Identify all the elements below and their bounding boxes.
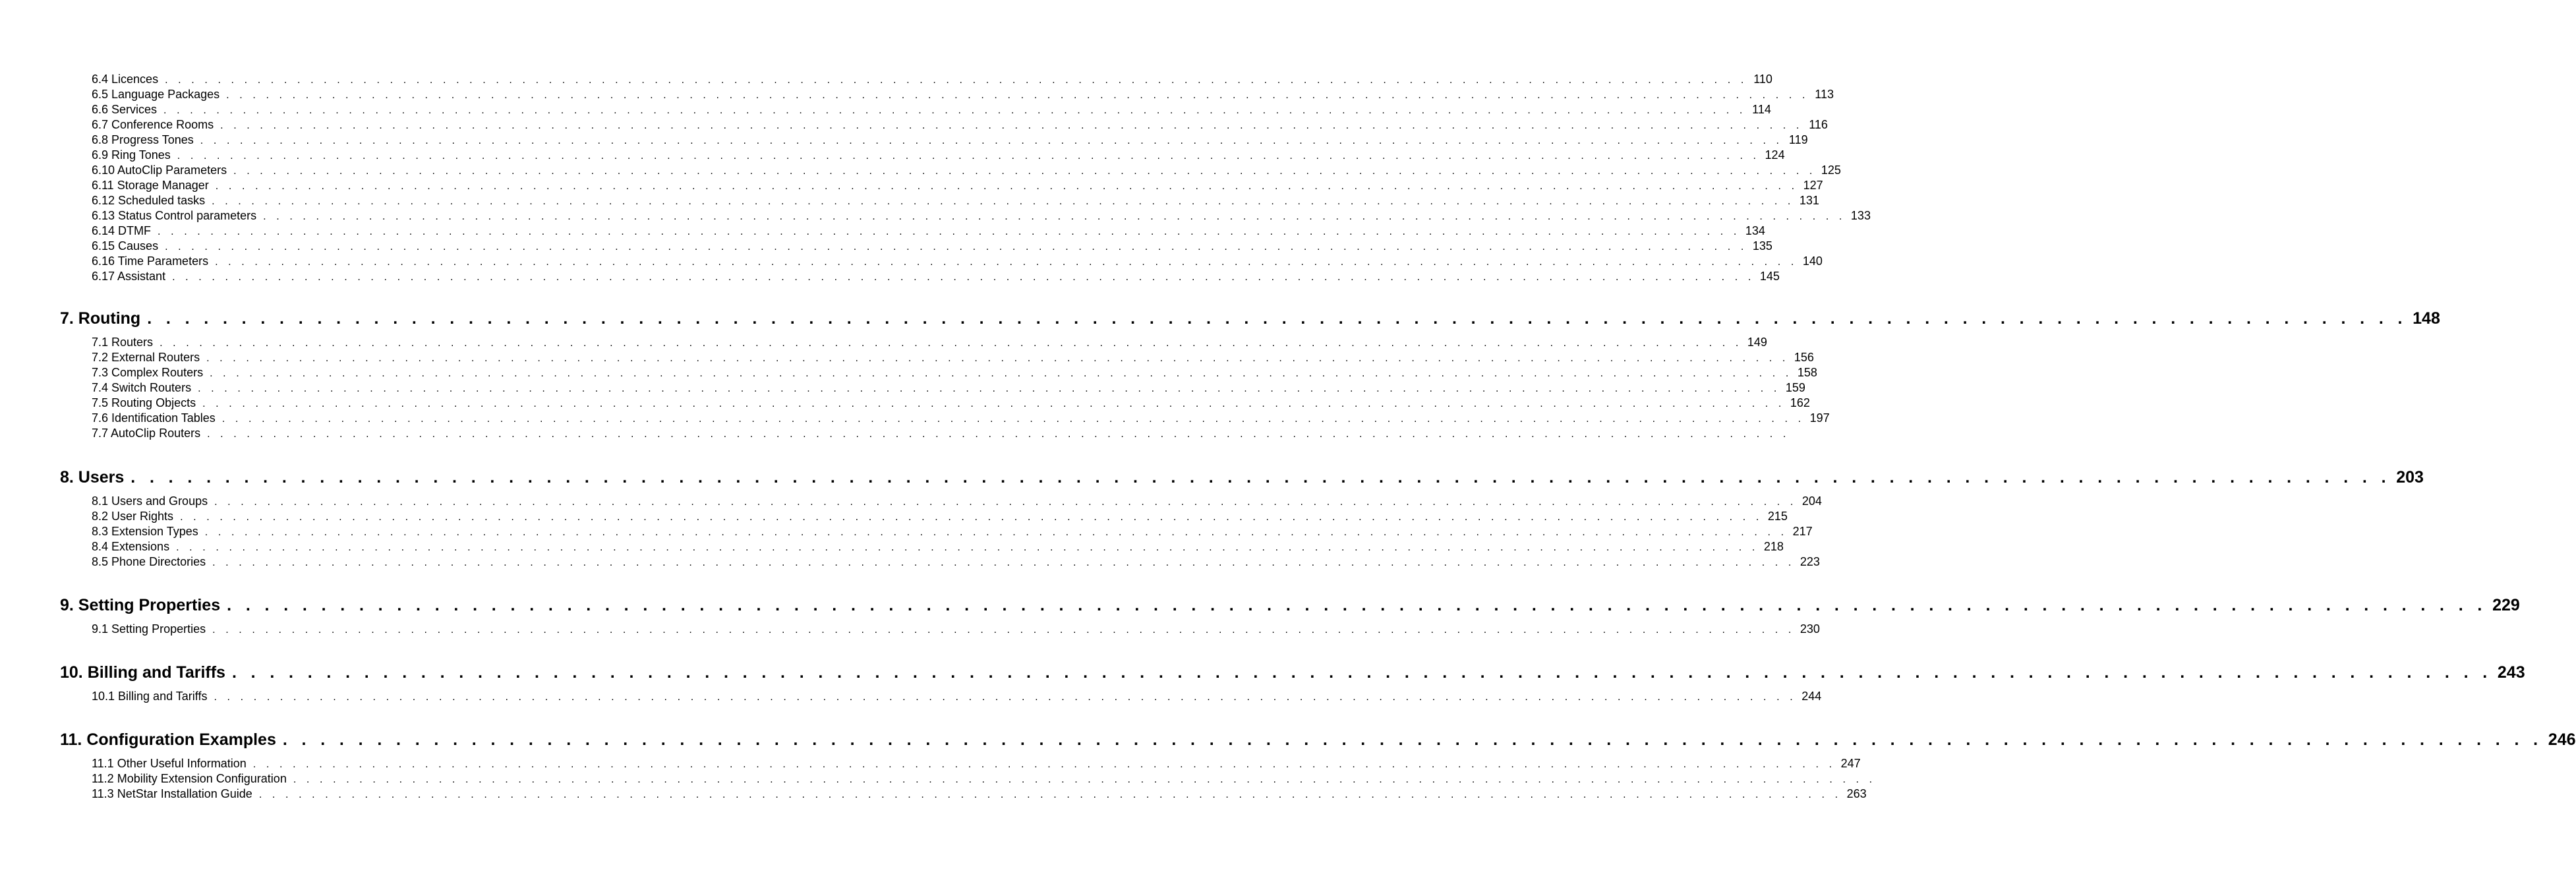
section-title: 6.6 Services (92, 103, 158, 116)
section-page-number: 119 (1788, 133, 1808, 146)
toc-chapter-entry[interactable] (60, 595, 2520, 615)
toc-section-entry[interactable] (92, 380, 1805, 396)
section-page-number: 110 (1753, 73, 1772, 86)
section-page-number: 131 (1799, 194, 1819, 207)
toc-section-entry[interactable] (92, 87, 1834, 102)
dot-leader: . . . . . . . . . . . . . . . . . . . . . . . . . . . . . . . . . . . . . . . . . . . . . . . . . . . . . . . . . . . . . . . . . . . . . . . . . . . . . . . . . . . . . . . . . . . . . . . . . . . . . . . . . . . . . . . . . . . . . . . . (293, 774, 1876, 785)
dot-leader: . . . . . . . . . . . . . . . . . . . . . . . . . . . . . . . . . . . . . . . . . . . . . . . . . . . . . . . . . . . . . . . . . . . . . . . . . . . . . . . . . . . . . . . . . . . . . . . . . . . . . . . . . . . . . . . . . . . . . . . . (258, 789, 1842, 800)
toc-section-entry[interactable] (92, 148, 1785, 163)
toc-section-entry[interactable] (92, 426, 1790, 441)
toc-section-entry[interactable] (92, 524, 1813, 539)
dot-leader: . . . . . . . . . . . . . . . . . . . . . . . . . . . . . . . . . . . . . . . . . . . . . . . . . . . . . . . . . . . . . . . . . . . . . . . . . . . . . . . . . . . . . . . . . . . . . . . . . . . . . . . . . . . . . . . . . . . . . . . . (212, 196, 1794, 207)
toc-section-entry[interactable] (92, 269, 1780, 284)
section-title: 6.9 Ring Tones (92, 148, 171, 162)
dot-leader: . . . . . . . . . . . . . . . . . . . . . . . . . . . . . . . . . . . . . . . . . . . . . . . . . . . . . . . . . . . . . . . . . . . . . . . . . . . . . . . . . . . . . . . . . . . . . . . . . . . . . . . . . . . . . . . . . . . . . . . . (165, 74, 1747, 86)
dot-leader: . . . . . . . . . . . . . . . . . . . . . . . . . . . . . . . . . . . . . . . . . . . . . . . . . . . . . . . . . . . . . . . . . . . . . . . . . . . . . . . . . . . . . . . . . . . . . . . . . . . . . . . . . . . . . . . . . . . . . . . . (160, 338, 1742, 349)
section-page-number: 204 (1801, 494, 1822, 508)
section-page-number: 134 (1745, 224, 1765, 237)
dot-leader: . . . . . . . . . . . . . . . . . . . . . . . . . . . . . . . . . . . . . . . . . . . . . . . . . . . . . . . . . . . . . . . . . . . . . . . . . . . . . . . . . . . . . . . . . . . . . . . . . . . . . . . . . . . . . . . . . . . . . . . . (165, 241, 1747, 252)
section-title: 6.12 Scheduled tasks (92, 194, 206, 207)
section-title: 6.5 Language Packages (92, 88, 220, 101)
toc-section-entry[interactable] (92, 756, 1861, 771)
section-title: 6.14 DTMF (92, 224, 152, 237)
section-page-number: 247 (1840, 757, 1861, 770)
dot-leader: . . . . . . . . . . . . . . . . . . . . . . . . . . . . . . . . . . . . . . . . . . . . . . . . . . . . . . . . . . . . . . . . . . . . . . . . . . . . . . . . . . . . . . . . . . . . . . . . . . . . . . . . . . . . . . . . . . . . . . . . (214, 692, 1797, 703)
dot-leader: . . . . . . . . . . . . . . . . . . . . . . . . . . . . . . . . . . . . . . . . . . . . . . . . . . . . . . . . . . . . . . . . . . . . . . . . . . . . . . . . . . . . . . . . . . . . . . . . . . . . . . . . . . . . . . . . . . . . . . . . (215, 181, 1798, 192)
section-title: 6.11 Storage Manager (92, 179, 209, 192)
section-page-number: 159 (1785, 381, 1805, 394)
section-page-number: 114 (1752, 103, 1771, 116)
dot-leader: . . . . . . . . . . . . . . . . . . . . . . . . . . . . . . . . . . . . . . . . . . . . . . . . . . . . . . . . . . . . . . . . . . . . . . . . . . . . . . . . . . . . . . . . . . . . . . . . . . . . . . . . . . . . . . . . . . . . . . . . (200, 135, 1783, 146)
section-page-number: 113 (1815, 88, 1834, 101)
section-title: 7.5 Routing Objects (92, 396, 196, 409)
toc-section-entry[interactable] (92, 494, 1822, 509)
section-page-number: 125 (1821, 163, 1841, 177)
dot-leader: . . . . . . . . . . . . . . . . . . . . . . . . . . . . . . . . . . . . . . . . . . . . . . . . . . . . . . . . . . . . . . . . . . . . . . . . . . . . . . . . . . . . . . . . . . . . . . . . . . . . . . . . . . . . . . . . . . . . . . . . (221, 413, 1805, 425)
section-page-number: 158 (1797, 366, 1817, 379)
dot-leader: . . . . . . . . . . . . . . . . . . . . . . . . . . . . . . . . . . . . . . . . . . . . . . . . . . . . . . . . . . . . . . . . . . . . . . . . . . . . . . . . . . . . . . . . . . . . . . . . . . . . . . . . . . . . . . . . . . . . . . . . (282, 730, 2543, 749)
dot-leader: . . . . . . . . . . . . . . . . . . . . . . . . . . . . . . . . . . . . . . . . . . . . . . . . . . . . . . . . . . . . . . . . . . . . . . . . . . . . . . . . . . . . . . . . . . . . . . . . . . . . . . . . . . . . . . . . . . . . . . . . (206, 353, 1789, 364)
dot-leader: . . . . . . . . . . . . . . . . . . . . . . . . . . . . . . . . . . . . . . . . . . . . . . . . . . . . . . . . . . . . . . . . . . . . . . . . . . . . . . . . . . . . . . . . . . . . . . . . . . . . . . . . . . . . . . . . . . . . . . . . (177, 150, 1760, 162)
section-page-number: 215 (1767, 510, 1788, 523)
toc-section-entry[interactable] (92, 365, 1817, 380)
section-title: 7.3 Complex Routers (92, 366, 204, 379)
section-title: 11.3 NetStar Installation Guide (92, 787, 252, 800)
toc-chapter-entry[interactable] (60, 467, 2424, 487)
dot-leader: . . . . . . . . . . . . . . . . . . . . . . . . . . . . . . . . . . . . . . . . . . . . . . . . . . . . . . . . . . . . . . . . . . . . . . . . . . . . . . . . . . . . . . . . . . . . . . . . . . . . . . . . . . . . . . . . . . . . . . . . (207, 429, 1790, 440)
section-title: 6.17 Assistant (92, 270, 166, 283)
section-title: 6.10 AutoClip Parameters (92, 163, 227, 177)
dot-leader: . . . . . . . . . . . . . . . . . . . . . . . . . . . . . . . . . . . . . . . . . . . . . . . . . . . . . . . . . . . . . . . . . . . . . . . . . . . . . . . . . . . . . . . . . . . . . . . . . . . . . . . . . . . . . . . . . . . . . . . . (212, 624, 1795, 636)
toc-section-entry[interactable] (92, 208, 1871, 223)
dot-leader: . . . . . . . . . . . . . . . . . . . . . . . . . . . . . . . . . . . . . . . . . . . . . . . . . . . . . . . . . . . . . . . . . . . . . . . . . . . . . . . . . . . . . . . . . . . . . . . . . . . . . . . . . . . . . . . . . . . . . . . . (176, 542, 1759, 553)
section-title: 6.8 Progress Tones (92, 133, 194, 146)
section-page-number: 124 (1765, 148, 1785, 162)
dot-leader: . . . . . . . . . . . . . . . . . . . . . . . . . . . . . . . . . . . . . . . . . . . . . . . . . . . . . . . . . . . . . . . . . . . . . . . . . . . . . . . . . . . . . . . . . . . . . . . . . . . . . . . . . . . . . . . . . . . . . . . . (227, 596, 2487, 614)
toc-section-entry[interactable] (92, 163, 1841, 178)
dot-leader: . . . . . . . . . . . . . . . . . . . . . . . . . . . . . . . . . . . . . . . . . . . . . . . . . . . . . . . . . . . . . . . . . . . . . . . . . . . . . . . . . . . . . . . . . . . . . . . . . . . . . . . . . . . . . . . . . . . . . . . . (180, 512, 1763, 523)
dot-leader: . . . . . . . . . . . . . . . . . . . . . . . . . . . . . . . . . . . . . . . . . . . . . . . . . . . . . . . . . . . . . . . . . . . . . . . . . . . . . . . . . . . . . . . . . . . . . . . . . . . . . . . . . . . . . . . . . . . . . . . . (210, 368, 1792, 379)
chapter-page-number: 243 (2497, 663, 2525, 682)
section-title: 9.1 Setting Properties (92, 622, 206, 636)
toc-section-entry[interactable] (92, 178, 1823, 193)
dot-leader: . . . . . . . . . . . . . . . . . . . . . . . . . . . . . . . . . . . . . . . . . . . . . . . . . . . . . . . . . . . . . . . . . . . . . . . . . . . . . . . . . . . . . . . . . . . . . . . . . . . . . . . . . . . . . . . . . . . . . . . . (204, 527, 1788, 538)
section-title: 6.15 Causes (92, 239, 159, 252)
toc-section-entry[interactable] (92, 193, 1819, 208)
section-title: 7.2 External Routers (92, 351, 200, 364)
section-page-number: 135 (1752, 239, 1772, 252)
toc-section-entry[interactable] (92, 509, 1788, 524)
section-title: 11.1 Other Useful Information (92, 757, 247, 770)
section-page-number: 197 (1809, 411, 1830, 425)
toc-chapter-entry[interactable] (60, 730, 2576, 750)
section-page-number: 230 (1800, 622, 1820, 636)
section-page-number: 217 (1792, 525, 1813, 538)
dot-leader: . . . . . . . . . . . . . . . . . . . . . . . . . . . . . . . . . . . . . . . . . . . . . . . . . . . . . . . . . . . . . . . . . . . . . . . . . . . . . . . . . . . . . . . . . . . . . . . . . . . . . . . . . . . . . . . . . . . . . . . . (231, 663, 2492, 682)
dot-leader: . . . . . . . . . . . . . . . . . . . . . . . . . . . . . . . . . . . . . . . . . . . . . . . . . . . . . . . . . . . . . . . . . . . . . . . . . . . . . . . . . . . . . . . . . . . . . . . . . . . . . . . . . . . . . . . . . . . . . . . . (214, 496, 1797, 508)
dot-leader: . . . . . . . . . . . . . . . . . . . . . . . . . . . . . . . . . . . . . . . . . . . . . . . . . . . . . . . . . . . . . . . . . . . . . . . . . . . . . . . . . . . . . . . . . . . . . . . . . . . . . . . . . . . . . . . . . . . . . . . . (226, 90, 1809, 101)
toc-section-entry[interactable] (92, 254, 1823, 269)
section-title: 8.3 Extension Types (92, 525, 198, 538)
chapter-title: 7. Routing (60, 309, 141, 328)
section-title: 6.13 Status Control parameters (92, 209, 257, 222)
toc-chapter-entry[interactable] (60, 663, 2525, 682)
chapter-page-number: 203 (2396, 468, 2424, 487)
section-title: 11.2 Mobility Extension Configuration (92, 772, 287, 785)
section-title: 8.2 User Rights (92, 510, 174, 523)
section-page-number: 116 (1809, 118, 1828, 131)
chapter-page-number: 148 (2413, 309, 2440, 328)
dot-leader: . . . . . . . . . . . . . . . . . . . . . . . . . . . . . . . . . . . . . . . . . . . . . . . . . . . . . . . . . . . . . . . . . . . . . . . . . . . . . . . . . . . . . . . . . . . . . . . . . . . . . . . . . . . . . . . . . . . . . . . . (263, 211, 1846, 222)
section-page-number: 145 (1759, 270, 1780, 283)
section-title: 7.4 Switch Routers (92, 381, 192, 394)
section-title: 7.1 Routers (92, 336, 154, 349)
dot-leader: . . . . . . . . . . . . . . . . . . . . . . . . . . . . . . . . . . . . . . . . . . . . . . . . . . . . . . . . . . . . . . . . . . . . . . . . . . . . . . . . . . . . . . . . . . . . . . . . . . . . . . . . . . . . . . . . . . . . . . . . (172, 272, 1755, 283)
toc-section-entry[interactable] (92, 539, 1784, 554)
chapter-page-number: 246 (2548, 730, 2576, 749)
section-title: 6.16 Time Parameters (92, 254, 209, 268)
toc-section-entry[interactable] (92, 554, 1820, 570)
dot-leader: . . . . . . . . . . . . . . . . . . . . . . . . . . . . . . . . . . . . . . . . . . . . . . . . . . . . . . . . . . . . . . . . . . . . . . . . . . . . . . . . . . . . . . . . . . . . . . . . . . . . . . . . . . . . . . . . . . . . . . . . (252, 759, 1836, 770)
toc-section-entry[interactable] (92, 396, 1810, 411)
dot-leader: . . . . . . . . . . . . . . . . . . . . . . . . . . . . . . . . . . . . . . . . . . . . . . . . . . . . . . . . . . . . . . . . . . . . . . . . . . . . . . . . . . . . . . . . . . . . . . . . . . . . . . . . . . . . . . . . . . . . . . . . (233, 165, 1816, 177)
toc-section-entry[interactable] (92, 223, 1765, 239)
toc-section-entry[interactable] (92, 771, 1876, 786)
section-page-number: 149 (1747, 336, 1767, 349)
dot-leader: . . . . . . . . . . . . . . . . . . . . . . . . . . . . . . . . . . . . . . . . . . . . . . . . . . . . . . . . . . . . . . . . . . . . . . . . . . . . . . . . . . . . . . . . . . . . . . . . . . . . . . . . . . . . . . . . . . . . . . . . (202, 398, 1785, 409)
dot-leader: . . . . . . . . . . . . . . . . . . . . . . . . . . . . . . . . . . . . . . . . . . . . . . . . . . . . . . . . . . . . . . . . . . . . . . . . . . . . . . . . . . . . . . . . . . . . . . . . . . . . . . . . . . . . . . . . . . . . . . . . (131, 468, 2391, 487)
dot-leader: . . . . . . . . . . . . . . . . . . . . . . . . . . . . . . . . . . . . . . . . . . . . . . . . . . . . . . . . . . . . . . . . . . . . . . . . . . . . . . . . . . . . . . . . . . . . . . . . . . . . . . . . . . . . . . . . . . . . . . . . (198, 383, 1780, 394)
section-page-number: 263 (1846, 787, 1867, 800)
toc-section-entry[interactable] (92, 689, 1822, 704)
section-page-number: 127 (1803, 179, 1823, 192)
section-title: 7.7 AutoClip Routers (92, 427, 201, 440)
toc-section-entry[interactable] (92, 133, 1808, 148)
toc-section-entry[interactable] (92, 622, 1820, 637)
toc-section-entry[interactable] (92, 335, 1767, 350)
toc-section-entry[interactable] (92, 117, 1828, 133)
dot-leader: . . . . . . . . . . . . . . . . . . . . . . . . . . . . . . . . . . . . . . . . . . . . . . . . . . . . . . . . . . . . . . . . . . . . . . . . . . . . . . . . . . . . . . . . . . . . . . . . . . . . . . . . . . . . . . . . . . . . . . . . (158, 226, 1740, 237)
chapter-title: 9. Setting Properties (60, 596, 221, 614)
dot-leader: . . . . . . . . . . . . . . . . . . . . . . . . . . . . . . . . . . . . . . . . . . . . . . . . . . . . . . . . . . . . . . . . . . . . . . . . . . . . . . . . . . . . . . . . . . . . . . . . . . . . . . . . . . . . . . . . . . . . . . . . (212, 557, 1795, 568)
chapter-title: 8. Users (60, 468, 125, 487)
dot-leader: . . . . . . . . . . . . . . . . . . . . . . . . . . . . . . . . . . . . . . . . . . . . . . . . . . . . . . . . . . . . . . . . . . . . . . . . . . . . . . . . . . . . . . . . . . . . . . . . . . . . . . . . . . . . . . . . . . . . . . . . (220, 120, 1803, 131)
dot-leader: . . . . . . . . . . . . . . . . . . . . . . . . . . . . . . . . . . . . . . . . . . . . . . . . . . . . . . . . . . . . . . . . . . . . . . . . . . . . . . . . . . . . . . . . . . . . . . . . . . . . . . . . . . . . . . . . . . . . . . . . (215, 256, 1798, 268)
toc-chapter-entry[interactable] (60, 309, 2440, 328)
toc-section-entry[interactable] (92, 411, 1830, 426)
section-title: 6.4 Licences (92, 73, 159, 86)
section-title: 6.7 Conference Rooms (92, 118, 214, 131)
section-title: 8.5 Phone Directories (92, 555, 206, 568)
chapter-page-number: 229 (2492, 596, 2520, 614)
toc-section-entry[interactable] (92, 102, 1771, 117)
section-page-number: 156 (1794, 351, 1814, 364)
toc-section-entry[interactable] (92, 786, 1867, 802)
section-title: 8.1 Users and Groups (92, 494, 208, 508)
section-title: 10.1 Billing and Tariffs (92, 690, 208, 703)
section-page-number: 244 (1801, 690, 1822, 703)
chapter-title: 10. Billing and Tariffs (60, 663, 225, 682)
toc-section-entry[interactable] (92, 72, 1772, 87)
section-title: 8.4 Extensions (92, 540, 170, 553)
dot-leader: . . . . . . . . . . . . . . . . . . . . . . . . . . . . . . . . . . . . . . . . . . . . . . . . . . . . . . . . . . . . . . . . . . . . . . . . . . . . . . . . . . . . . . . . . . . . . . . . . . . . . . . . . . . . . . . . . . . . . . . . (163, 105, 1746, 116)
section-page-number: 218 (1763, 540, 1784, 553)
section-page-number: 133 (1850, 209, 1871, 222)
section-page-number: 162 (1790, 396, 1810, 409)
dot-leader: . . . . . . . . . . . . . . . . . . . . . . . . . . . . . . . . . . . . . . . . . . . . . . . . . . . . . . . . . . . . . . . . . . . . . . . . . . . . . . . . . . . . . . . . . . . . . . . . . . . . . . . . . . . . . . . . . . . . . . . . (147, 309, 2407, 328)
chapter-title: 11. Configuration Examples (60, 730, 276, 749)
section-page-number: 223 (1800, 555, 1820, 568)
section-title: 7.6 Identification Tables (92, 411, 216, 425)
section-page-number: 140 (1802, 254, 1823, 268)
toc-section-entry[interactable] (92, 239, 1772, 254)
toc-section-entry[interactable] (92, 350, 1814, 365)
